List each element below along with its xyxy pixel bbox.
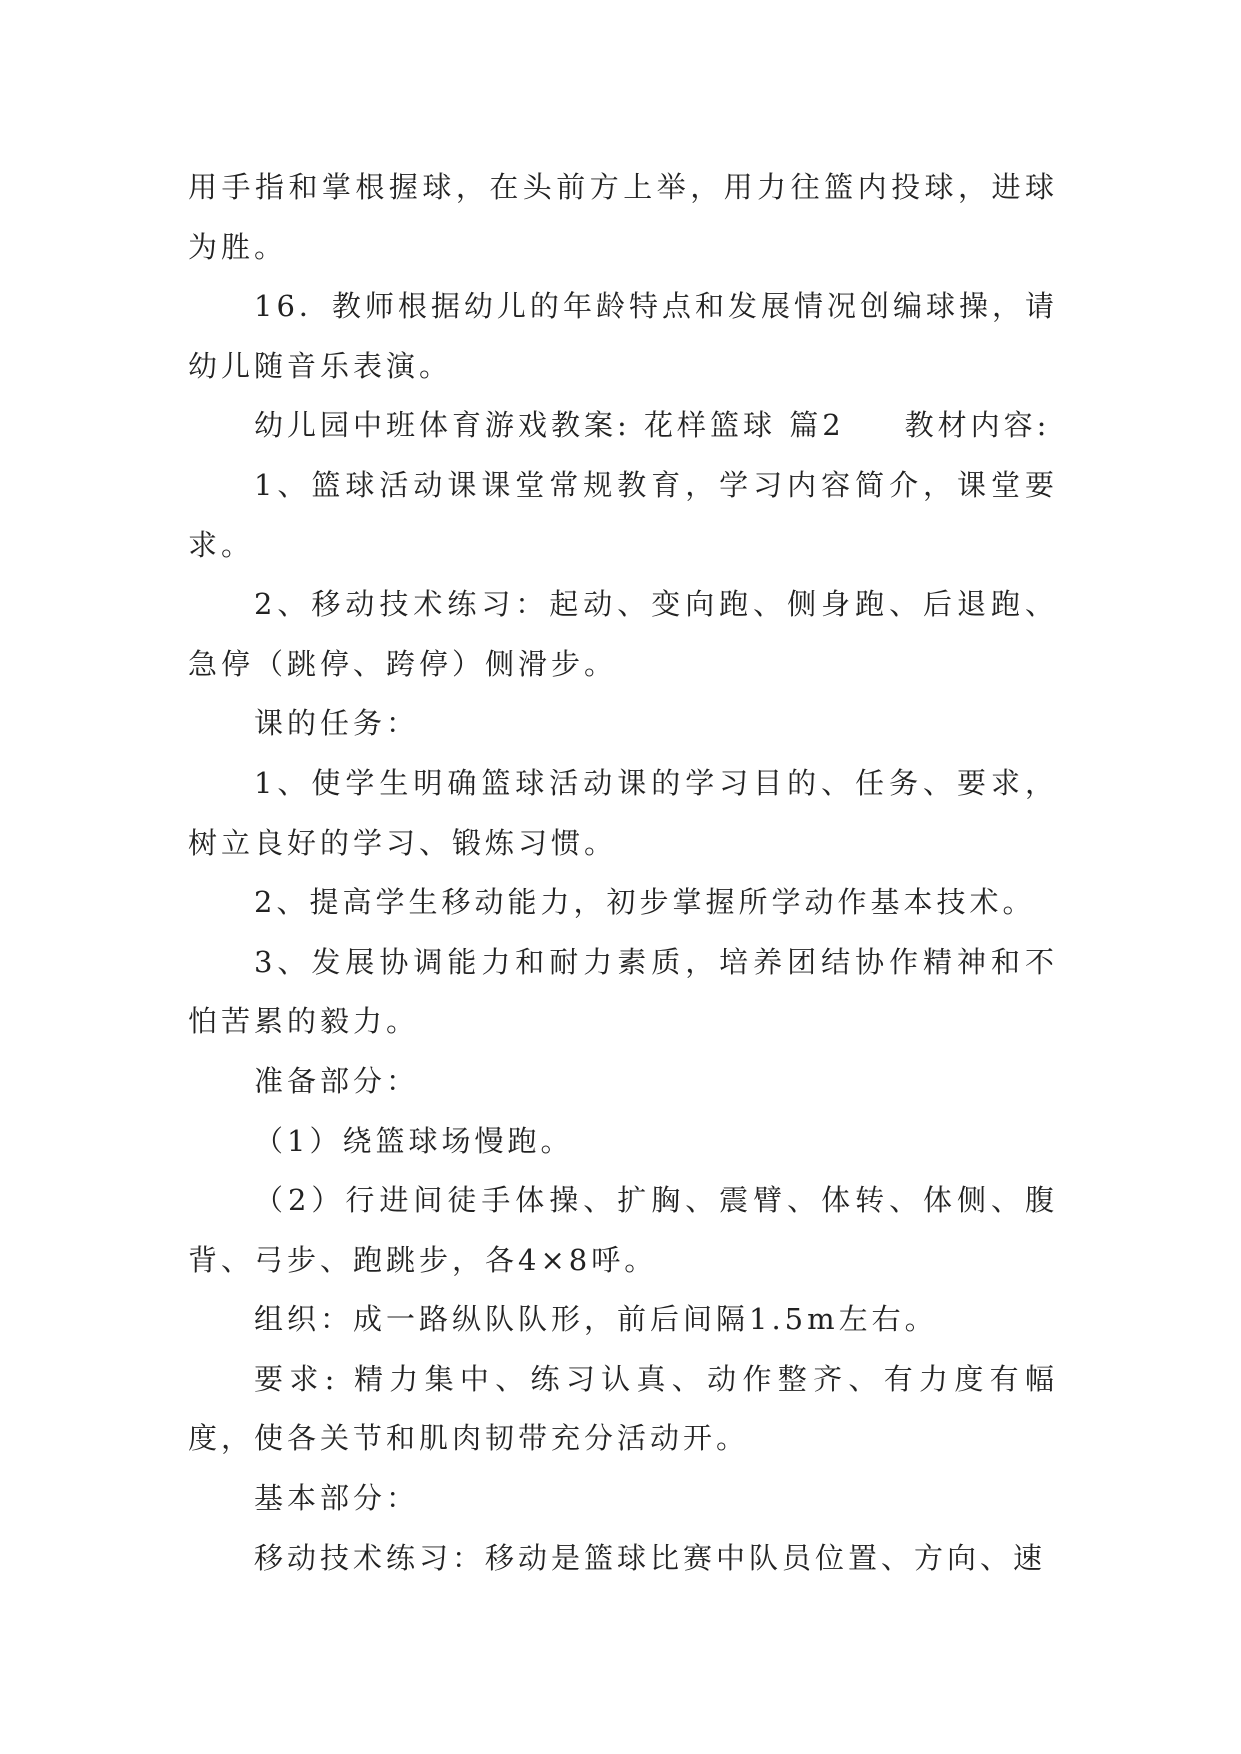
paragraph: 课的任务： xyxy=(254,706,420,741)
section-title: 幼儿园中班体育游戏教案: 花样篮球 篇2 xyxy=(254,408,845,443)
paragraph: 准备部分： xyxy=(254,1063,420,1098)
paragraph-heading xyxy=(188,396,1058,456)
paragraph: 1、使学生明确篮球活动课的学习目的、任务、要求，树立良好的学习、锻炼习惯。 xyxy=(188,765,1058,860)
paragraph: 16．教师根据幼儿的年龄特点和发展情况创编球操，请幼儿随音乐表演。 xyxy=(188,289,1058,383)
document-body xyxy=(188,158,1058,1588)
paragraph: 组织：成一路纵队队形，前后间隔1.5m左右。 xyxy=(254,1302,938,1337)
paragraph: 2、移动技术练习：起动、变向跑、侧身跑、后退跑、急停（跳停、跨停）侧滑步。 xyxy=(188,587,1058,681)
paragraph: 基本部分： xyxy=(254,1481,420,1516)
section-subtitle: 教材内容: xyxy=(904,408,1051,443)
paragraph: （1）绕篮球场慢跑。 xyxy=(254,1123,574,1158)
paragraph: 2、提高学生移动能力，初步掌握所学动作基本技术。 xyxy=(254,885,1036,920)
paragraph: 移动技术练习：移动是篮球比赛中队员位置、方向、速 xyxy=(254,1540,1047,1575)
paragraph: 3、发展协调能力和耐力素质，培养团结协作精神和不怕苦累的毅力。 xyxy=(188,944,1058,1039)
paragraph: 1、篮球活动课课堂常规教育，学习内容简介，课堂要求。 xyxy=(188,467,1058,562)
paragraph: 用手指和掌根握球，在头前方上举，用力往篮内投球，进球为胜。 xyxy=(188,170,1058,264)
paragraph: （2）行进间徒手体操、扩胸、震臂、体转、体侧、腹背、弓步、跑跳步，各4×8呼。 xyxy=(188,1183,1058,1277)
paragraph: 要求: 精力集中、练习认真、动作整齐、有力度有幅度，使各关节和肌肉韧带充分活动开。 xyxy=(188,1361,1058,1456)
